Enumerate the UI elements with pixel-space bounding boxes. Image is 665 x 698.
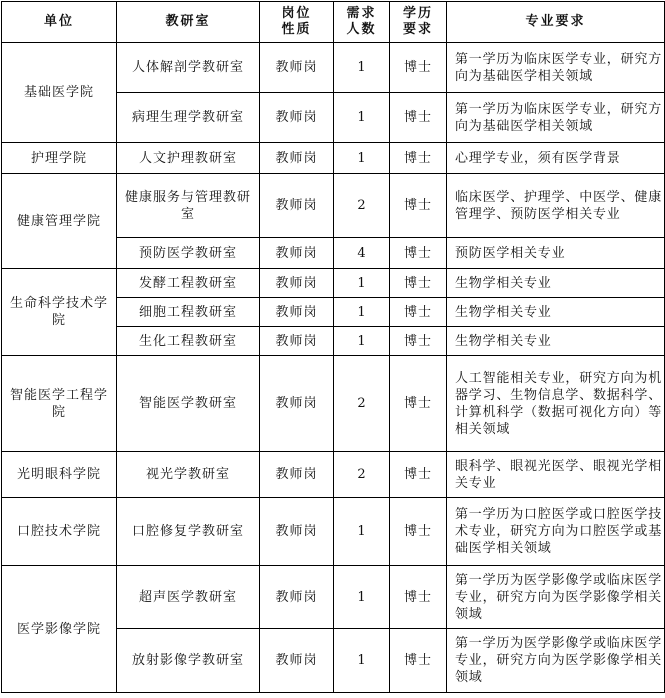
unit-cell: 护理学院 xyxy=(2,143,117,174)
count-cell: 1 xyxy=(334,143,390,174)
requirement-cell: 生物学相关专业 xyxy=(447,269,665,298)
degree-cell: 博士 xyxy=(390,327,447,356)
requirement-cell: 生物学相关专业 xyxy=(447,327,665,356)
count-cell: 1 xyxy=(334,498,390,566)
degree-cell: 博士 xyxy=(390,298,447,327)
nature-cell: 教师岗 xyxy=(260,327,334,356)
table-row xyxy=(2,356,665,452)
office-cell: 口腔修复学教研室 xyxy=(117,498,260,566)
requirement-cell: 临床医学、护理学、中医学、健康管理学、预防医学相关专业 xyxy=(447,174,665,238)
header-row xyxy=(2,2,665,43)
office-cell: 细胞工程教研室 xyxy=(117,298,260,327)
office-cell: 人体解剖学教研室 xyxy=(117,43,260,93)
recruitment-table xyxy=(1,1,665,693)
unit-cell: 生命科学技术学院 xyxy=(2,269,117,356)
office-cell: 视光学教研室 xyxy=(117,452,260,498)
nature-cell: 教师岗 xyxy=(260,93,334,143)
count-cell: 1 xyxy=(334,629,390,693)
unit-cell: 光明眼科学院 xyxy=(2,452,117,498)
table-row xyxy=(2,452,665,498)
header-degree: 学历要求 xyxy=(390,2,447,43)
header-count: 需求人数 xyxy=(334,2,390,43)
nature-cell: 教师岗 xyxy=(260,298,334,327)
requirement-cell: 眼科学、眼视光医学、眼视光学相关专业 xyxy=(447,452,665,498)
nature-cell: 教师岗 xyxy=(260,498,334,566)
unit-cell: 智能医学工程学院 xyxy=(2,356,117,452)
degree-cell: 博士 xyxy=(390,143,447,174)
header-office: 教研室 xyxy=(117,2,260,43)
office-cell: 病理生理学教研室 xyxy=(117,93,260,143)
unit-cell: 医学影像学院 xyxy=(2,566,117,693)
office-cell: 健康服务与管理教研室 xyxy=(117,174,260,238)
table-row xyxy=(2,498,665,566)
degree-cell: 博士 xyxy=(390,452,447,498)
count-cell: 1 xyxy=(334,269,390,298)
nature-cell: 教师岗 xyxy=(260,629,334,693)
header-nature: 岗位性质 xyxy=(260,2,334,43)
table-row xyxy=(2,174,665,238)
degree-cell: 博士 xyxy=(390,174,447,238)
requirement-cell: 第一学历为医学影像学或临床医学专业，研究方向为医学影像学相关领域 xyxy=(447,566,665,629)
requirement-cell: 预防医学相关专业 xyxy=(447,238,665,269)
table-row xyxy=(2,143,665,174)
count-cell: 2 xyxy=(334,174,390,238)
header-requirement: 专业要求 xyxy=(447,2,665,43)
office-cell: 放射影像学教研室 xyxy=(117,629,260,693)
nature-cell: 教师岗 xyxy=(260,174,334,238)
nature-cell: 教师岗 xyxy=(260,43,334,93)
office-cell: 人文护理教研室 xyxy=(117,143,260,174)
table-row xyxy=(2,43,665,93)
count-cell: 4 xyxy=(334,238,390,269)
count-cell: 2 xyxy=(334,356,390,452)
count-cell: 1 xyxy=(334,327,390,356)
requirement-cell: 第一学历为医学影像学或临床医学专业，研究方向为医学影像学相关领域 xyxy=(447,629,665,693)
degree-cell: 博士 xyxy=(390,356,447,452)
degree-cell: 博士 xyxy=(390,566,447,629)
requirement-cell: 生物学相关专业 xyxy=(447,298,665,327)
office-cell: 超声医学教研室 xyxy=(117,566,260,629)
count-cell: 1 xyxy=(334,43,390,93)
unit-cell: 口腔技术学院 xyxy=(2,498,117,566)
header-unit: 单位 xyxy=(2,2,117,43)
table-row xyxy=(2,566,665,629)
degree-cell: 博士 xyxy=(390,93,447,143)
office-cell: 预防医学教研室 xyxy=(117,238,260,269)
degree-cell: 博士 xyxy=(390,269,447,298)
count-cell: 1 xyxy=(334,93,390,143)
nature-cell: 教师岗 xyxy=(260,143,334,174)
office-cell: 智能医学教研室 xyxy=(117,356,260,452)
requirement-cell: 第一学历为临床医学专业，研究方向为基础医学相关领域 xyxy=(447,43,665,93)
degree-cell: 博士 xyxy=(390,238,447,269)
count-cell: 1 xyxy=(334,566,390,629)
office-cell: 发酵工程教研室 xyxy=(117,269,260,298)
nature-cell: 教师岗 xyxy=(260,238,334,269)
requirement-cell: 心理学专业，须有医学背景 xyxy=(447,143,665,174)
unit-cell: 健康管理学院 xyxy=(2,174,117,269)
degree-cell: 博士 xyxy=(390,629,447,693)
requirement-cell: 第一学历为口腔医学或口腔医学技术专业，研究方向为口腔医学或基础医学相关领域 xyxy=(447,498,665,566)
degree-cell: 博士 xyxy=(390,498,447,566)
unit-cell: 基础医学院 xyxy=(2,43,117,143)
nature-cell: 教师岗 xyxy=(260,269,334,298)
nature-cell: 教师岗 xyxy=(260,566,334,629)
requirement-cell: 第一学历为临床医学专业，研究方向为基础医学相关领域 xyxy=(447,93,665,143)
requirement-cell: 人工智能相关专业，研究方向为机器学习、生物信息学、数据科学、计算机科学（数据可视化方向）等相关领域 xyxy=(447,356,665,452)
office-cell: 生化工程教研室 xyxy=(117,327,260,356)
table-row xyxy=(2,269,665,298)
nature-cell: 教师岗 xyxy=(260,356,334,452)
nature-cell: 教师岗 xyxy=(260,452,334,498)
count-cell: 1 xyxy=(334,298,390,327)
count-cell: 2 xyxy=(334,452,390,498)
degree-cell: 博士 xyxy=(390,43,447,93)
